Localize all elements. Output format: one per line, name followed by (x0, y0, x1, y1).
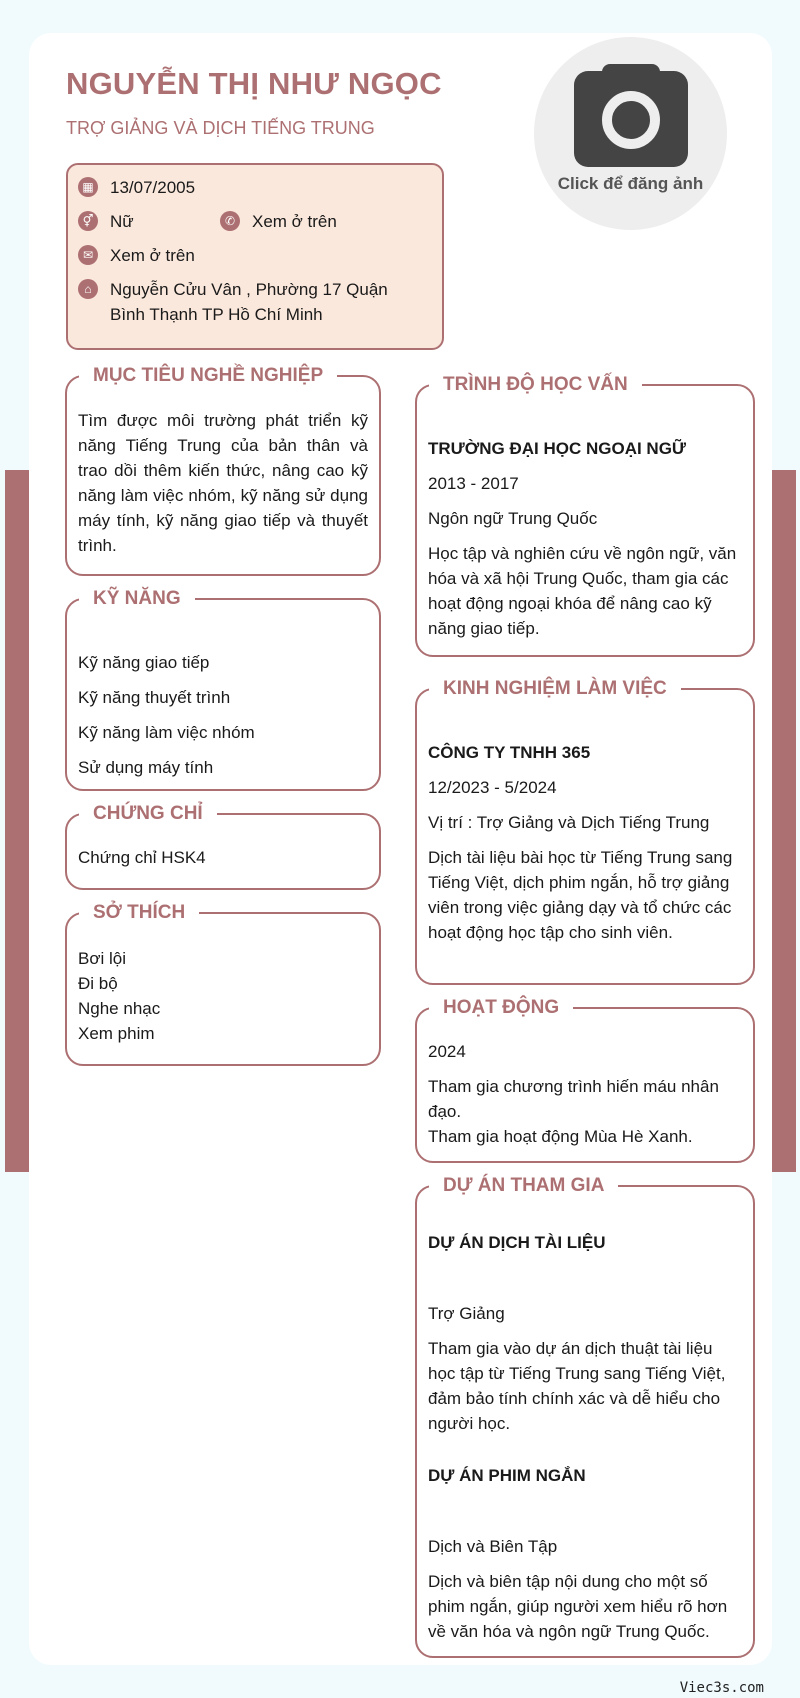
objective-section (65, 365, 381, 576)
skills-heading: KỸ NĂNG (79, 586, 195, 612)
project-role: Dịch và Biên Tập (428, 1537, 558, 1556)
activities-section (415, 997, 755, 1163)
skill-item: Kỹ năng làm việc nhóm (78, 723, 255, 742)
skills-section (65, 588, 381, 791)
experience-position: Vị trí : Trợ Giảng và Dịch Tiếng Trung (428, 813, 710, 832)
dob-value: 13/07/2005 (110, 178, 196, 197)
camera-lens-icon (602, 91, 660, 149)
phone-icon: ✆ (220, 211, 240, 231)
candidate-name: NGUYỄN THỊ NHƯ NGỌC (66, 66, 442, 101)
experience-description: Dịch tài liệu bài học từ Tiếng Trung sang Tiếng Việt, dịch phim ngắn, hỗ trợ giảng viên trong việc giảng dạy và tổ chức các hoạt động học tập cho sinh viên. (428, 848, 733, 942)
email-row (78, 243, 195, 268)
certificate-item: Chứng chỉ HSK4 (78, 848, 206, 867)
certificates-section (65, 803, 381, 890)
phone-row (220, 209, 337, 234)
photo-upload-label: Click để đăng ảnh (557, 174, 704, 193)
education-major: Ngôn ngữ Trung Quốc (428, 509, 598, 528)
phone-value: Xem ở trên (252, 212, 337, 231)
skill-item: Kỹ năng thuyết trình (78, 688, 231, 707)
left-accent-bar (5, 470, 29, 1172)
hobby-item: Xem phim (78, 1024, 155, 1043)
hobby-item: Bơi lội (78, 949, 126, 968)
education-heading: TRÌNH ĐỘ HỌC VẤN (429, 372, 642, 398)
education-period: 2013 - 2017 (428, 474, 519, 493)
hobbies-list (78, 946, 368, 1046)
calendar-icon: ▦ (78, 177, 98, 197)
address-value (110, 277, 388, 327)
activity-item: Tham gia hoạt động Mùa Hè Xanh. (428, 1127, 693, 1146)
skill-item: Sử dụng máy tính (78, 758, 214, 777)
home-icon: ⌂ (78, 279, 98, 299)
watermark: Viec3s.com (679, 1680, 764, 1696)
email-icon: ✉ (78, 245, 98, 265)
gender-icon: ⚥ (78, 211, 98, 231)
project-description: Tham gia vào dự án dịch thuật tài liệu học tập từ Tiếng Trung sang Tiếng Việt, đảm bảo tính chính xác và dễ hiểu cho người học. (428, 1339, 726, 1433)
hobby-item: Đi bộ (78, 974, 118, 993)
activity-item: Tham gia chương trình hiến máu nhân đạo. (428, 1077, 719, 1121)
hobby-item: Nghe nhạc (78, 999, 161, 1018)
project-name: DỰ ÁN DỊCH TÀI LIỆU (428, 1233, 606, 1252)
experience-body (428, 740, 742, 945)
education-body (428, 436, 742, 641)
dob-row (78, 175, 195, 200)
projects-body (428, 1230, 742, 1644)
address-line-2: Bình Thạnh TP Hồ Chí Minh (110, 305, 323, 324)
activities-heading: HOẠT ĐỘNG (429, 995, 573, 1021)
experience-company: CÔNG TY TNHH 365 (428, 743, 591, 762)
objective-heading: MỤC TIÊU NGHỀ NGHIỆP (79, 363, 337, 389)
education-section (415, 374, 755, 657)
contact-info-box (66, 163, 444, 350)
education-school: TRƯỜNG ĐẠI HỌC NGOẠI NGỮ (428, 439, 687, 458)
gender-value: Nữ (110, 212, 134, 231)
skills-list (78, 645, 368, 785)
projects-section (415, 1175, 755, 1658)
education-description: Học tập và nghiên cứu về ngôn ngữ, văn hóa và xã hội Trung Quốc, tham gia các hoạt động ngoại khóa để nâng cao kỹ năng giao tiếp. (428, 544, 737, 638)
email-value: Xem ở trên (110, 246, 195, 265)
candidate-title: TRỢ GIẢNG VÀ DỊCH TIẾNG TRUNG (66, 118, 375, 138)
certificates-heading: CHỨNG CHỈ (79, 801, 217, 827)
experience-period: 12/2023 - 5/2024 (428, 778, 557, 797)
objective-text: Tìm được môi trường phát triển kỹ năng Tiếng Trung của bản thân và trao dồi thêm kiến thức, nâng cao kỹ năng làm việc nhóm, kỹ năng sử dụng máy tính, kỹ năng giao tiếp và thuyết trình. (78, 411, 368, 555)
project-description: Dịch và biên tập nội dung cho một số phim ngắn, giúp người xem hiểu rõ hơn về văn hóa và ngôn ngữ Trung Quốc. (428, 1572, 728, 1641)
experience-section (415, 678, 755, 985)
project-name: DỰ ÁN PHIM NGẮN (428, 1466, 586, 1485)
experience-heading: KINH NGHIỆM LÀM VIỆC (429, 676, 681, 702)
activities-year: 2024 (428, 1042, 466, 1061)
hobbies-section (65, 902, 381, 1066)
skill-item: Kỹ năng giao tiếp (78, 653, 210, 672)
photo-upload[interactable] (534, 37, 727, 230)
gender-row (78, 209, 134, 234)
right-accent-bar (772, 470, 796, 1172)
address-line-1: Nguyễn Cửu Vân , Phường 17 Quận (110, 280, 388, 299)
address-row (78, 277, 388, 327)
projects-heading: DỰ ÁN THAM GIA (429, 1173, 618, 1199)
activities-body (428, 1039, 742, 1149)
project-role: Trợ Giảng (428, 1304, 505, 1323)
hobbies-heading: SỞ THÍCH (79, 900, 199, 926)
